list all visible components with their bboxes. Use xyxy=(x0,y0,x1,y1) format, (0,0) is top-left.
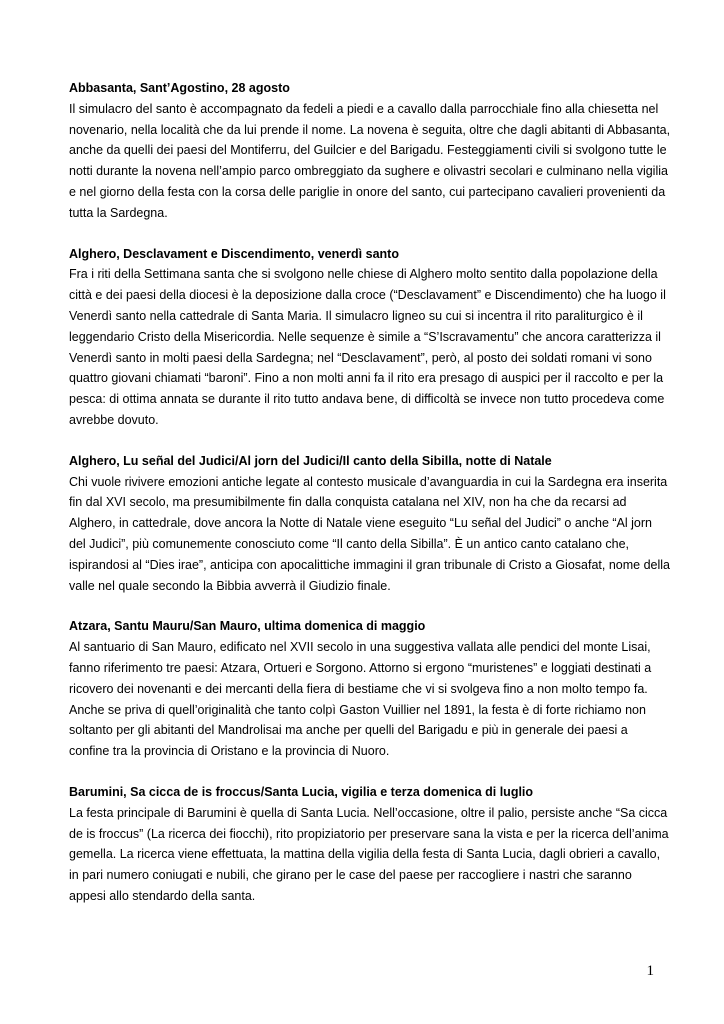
body-line: Fra i riti della Settimana santa che si svolgono nelle chiese di Alghero molto sentito dalla popolazione della xyxy=(69,267,658,282)
body-line: confine tra la provincia di Oristano e la provincia di Nuoro. xyxy=(69,744,390,759)
body-line: soltanto per gli abitanti del Mandrolisai ma anche per quelli del Barigadu e più in generale dei paesi a xyxy=(69,723,628,738)
entry-title: Abbasanta, Sant’Agostino, 28 agosto xyxy=(69,81,290,95)
body-line: valle nel quale secondo la Bibbia avverrà il Giudizio finale. xyxy=(69,578,391,593)
entry-barumini xyxy=(69,782,669,907)
entry-atzara xyxy=(69,616,669,762)
body-line: anche da quelli dei paesi del Montiferru, del Guilcier e del Barigadu. Festeggiamenti civili si svolgono tutte le xyxy=(69,143,667,158)
body-line: in pari numero coniugati e nubili, che girano per le case del paese per raccogliere i nastri che saranno xyxy=(69,868,632,883)
entry-title: Alghero, Lu señal del Judici/Al jorn del Judici/Il canto della Sibilla, notte di Natale xyxy=(69,453,552,468)
body-line: Il simulacro del santo è accompagnato da fedeli a piedi e a cavallo dalla parrocchiale fino alla chiesetta nel xyxy=(69,101,659,116)
entry-title: Atzara, Santu Mauru/San Mauro, ultima domenica di maggio xyxy=(69,619,426,634)
body-line: Al santuario di San Mauro, edificato nel XVII secolo in una suggestiva vallata alle pendici del monte Lisai, xyxy=(69,640,651,655)
body-line: novenario, nella località che da lui prende il nome. La novena è seguita, oltre che dagli abitanti di Abbasanta, xyxy=(69,122,671,137)
body-line: fin dal XVI secolo, ma presumibilmente fin dalla conquista catalana nel XIV, non ha che da recarsi ad xyxy=(69,495,627,510)
body-line: appesi allo stendardo della santa. xyxy=(69,888,256,903)
body-line: Alghero, in cattedrale, dove ancora la Notte di Natale viene eseguito “Lu señal del Judici” o anche “Al jorn xyxy=(69,516,652,531)
entry-title: Barumini, Sa cicca de is froccus/Santa Lucia, vigilia e terza domenica di luglio xyxy=(69,784,534,799)
body-line: de is froccus” (La ricerca dei fiocchi), rito propiziatorio per preservare sana la vista e per la ricerca dell’anima xyxy=(69,826,669,841)
body-line: Venerdì santo nella cattedrale di Santa Maria. Il simulacro ligneo su cui si incentra il rito paraliturgico è il xyxy=(69,308,643,323)
body-line: leggendario Cristo della Misericordia. Nelle sequenze è simile a “S’Iscravamentu” che ancora caratterizza il xyxy=(69,329,661,344)
entry-alghero-desclavament xyxy=(69,244,669,431)
document-body xyxy=(69,78,669,927)
body-line: ispirandosi al “Dies irae”, anticipa con apocalittiche immagini il gran tribunale di Cristo a Giosafat, nome della xyxy=(69,557,670,572)
page-number: 1 xyxy=(646,963,654,979)
entry-title: Alghero, Desclavament e Discendimento, venerdì santo xyxy=(69,246,399,261)
body-line: tutta la Sardegna. xyxy=(69,205,168,220)
body-line: notti durante la novena nell’ampio parco ombreggiato da sughere e olivastri secolari e culminano nella vigilia xyxy=(69,164,668,179)
body-line: fanno riferimento tre paesi: Atzara, Ortueri e Sorgono. Attorno si ergono “muristenes” e loggiati destinati a xyxy=(69,660,652,675)
body-line: gemella. La ricerca viene effettuata, la mattina della vigilia della festa di Santa Lucia, dagli obrieri a cavallo, xyxy=(69,847,661,862)
body-line: città e dei paesi della diocesi è la deposizione dalla croce (“Desclavament” e Discendimento) che ha luogo il xyxy=(69,288,666,303)
entry-abbasanta xyxy=(69,78,669,224)
entry-alghero-sibilla xyxy=(69,451,669,597)
body-line: e nel giorno della festa con la corsa delle pariglie in onore del santo, cui partecipano cavalieri provenienti da xyxy=(69,184,666,199)
body-line: Venerdì santo in molti paesi della Sardegna; nel “Desclavament”, però, al posto dei soldati romani vi sono xyxy=(69,350,652,365)
body-line: avrebbe dovuto. xyxy=(69,412,159,427)
body-line: ricovero dei novenanti e dei mercanti della fiera di bestiame che vi si svolgeva fino a non molto tempo fa. xyxy=(69,681,648,696)
body-line: Anche se priva di quell’originalità che tanto colpì Gaston Vuillier nel 1891, la festa è di forte richiamo non xyxy=(69,702,646,717)
body-line: del Judici”, più comunemente conosciuto come “Il canto della Sibilla”. È un antico canto catalano che, xyxy=(69,536,630,551)
body-line: quattro giovani chiamati “baroni”. Fino a non molti anni fa il rito era presago di auspici per il raccolto e per la xyxy=(69,371,664,386)
body-line: pesca: di ottima annata se durante il rito tutto andava bene, di difficoltà se invece non tutto procedeva come xyxy=(69,392,665,407)
body-line: Chi vuole rivivere emozioni antiche legate al contesto musicale d’avanguardia in cui la Sardegna era inserita xyxy=(69,474,668,489)
body-line: La festa principale di Barumini è quella di Santa Lucia. Nell’occasione, oltre il palio, persiste anche “Sa cicca xyxy=(69,805,668,820)
